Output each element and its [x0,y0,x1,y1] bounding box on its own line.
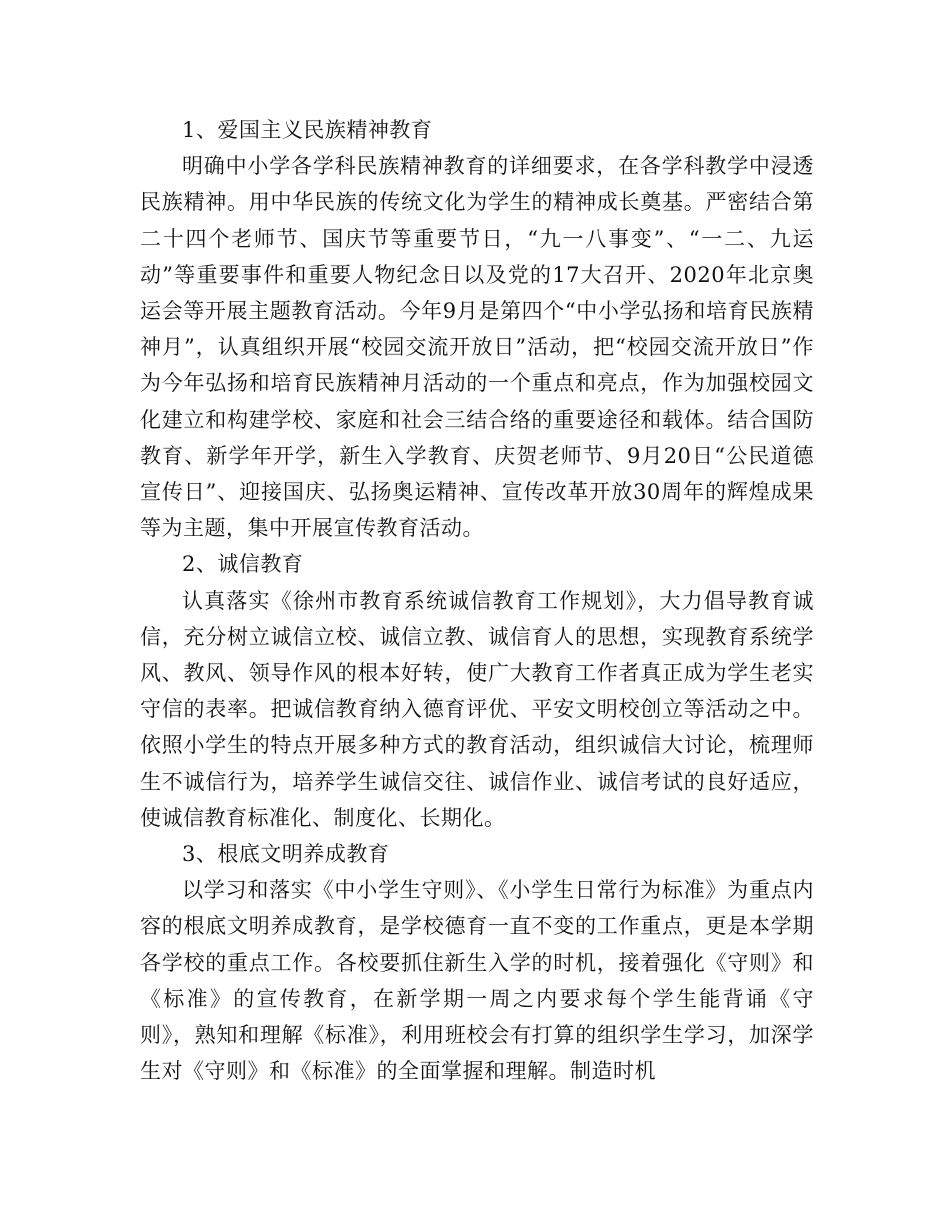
section-heading-integrity: 2、诚信教育 [182,552,304,577]
section-heading-civility: 3、根底文明养成教育 [182,842,390,867]
section-body-civility: 以学习和落实《中小学生守则》、《小学生日常行为标准》为重点内容的根底文明养成教育，是学校德育一直不变的工作重点，更是本学期各学校的重点工作。各校要抓住新生入学的时机，接着强化《守则》和《标准》的宣传教育，在新学期一周之内要求每个学生能背诵《守则》，熟知和理解《标准》，利用班校会有打算的组织学生学习，加深学生对《守则》和《标准》的全面掌握和理解。制造时机 [140,878,814,1084]
document-body [140,112,814,1089]
section-heading-patriotism: 1、爱国主义民族精神教育 [182,118,433,142]
section-body-patriotism: 明确中小学各学科民族精神教育的详细要求，在各学科教学中浸透民族精神。用中华民族的传统文化为学生的精神成长奠基。严密结合第二十四个老师节、国庆节等重要节日，“九一八事变”、“一二、九运动”等重要事件和重要人物纪念日以及党的17大召开、2020年北京奥运会等开展主题教育活动。今年9月是第四个“中小学弘扬和培育民族精神月”，认真组织开展“校园交流开放日”活动，把“校园交流开放日”作为今年弘扬和培育民族精神月活动的一个重点和亮点，作为加强校园文化建立和构建学校、家庭和社会三结合络的重要途径和载体。结合国防教育、新学年开学，新生入学教育、庆贺老师节、9月20日“公民道德宣传日”、迎接国庆、弘扬奥运精神、宣传改革开放30周年的辉煌成果等为主题，集中开展宣传教育活动。 [140,154,814,541]
section-body-integrity: 认真落实《徐州市教育系统诚信教育工作规划》，大力倡导教育诚信，充分树立诚信立校、诚信立教、诚信育人的思想，实现教育系统学风、教风、领导作风的根本好转，使广大教育工作者真正成为学生老实守信的表率。把诚信教育纳入德育评优、平安文明校创立等活动之中。依照小学生的特点开展多种方式的教育活动，组织诚信大讨论，梳理师生不诚信行为，培养学生诚信交往、诚信作业、诚信考试的良好适应，使诚信教育标准化、制度化、长期化。 [140,588,814,830]
